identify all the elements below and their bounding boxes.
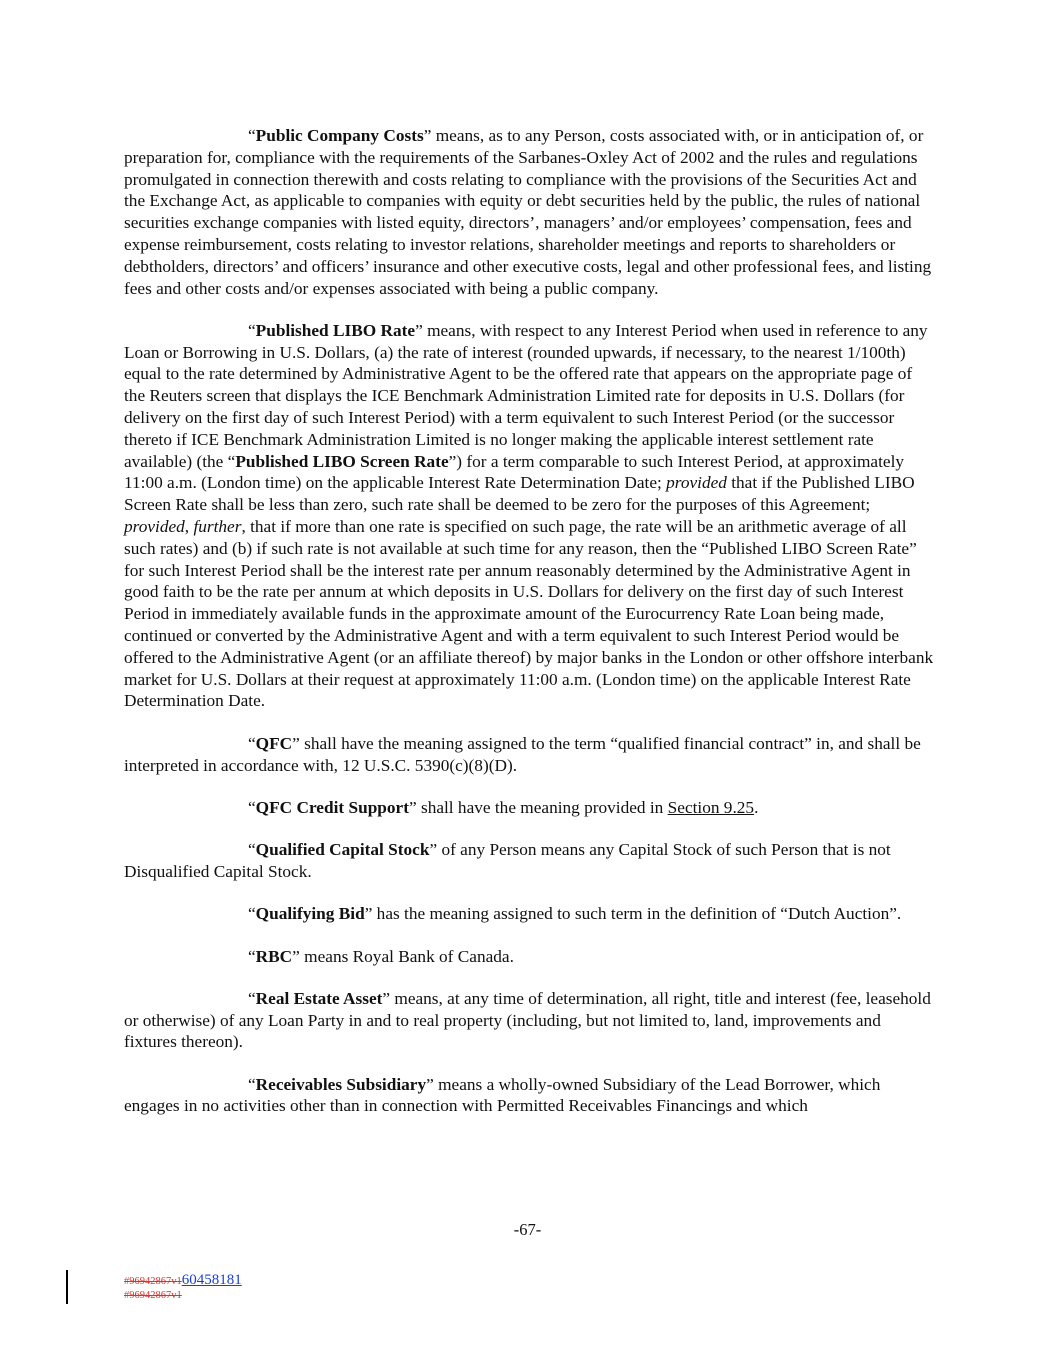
defined-term: QFC Credit Support (255, 797, 409, 817)
open-quote: “ (248, 946, 256, 966)
document-id-secondary (124, 1290, 182, 1301)
definition-text: ” means Royal Bank of Canada. (292, 946, 514, 966)
open-quote: “ (248, 797, 256, 817)
definition-qfc (124, 733, 936, 777)
definition-text: ” means, with respect to any Interest Period when used in reference to any Loan or Borrowing in U.S. Dollars, (a) the rate of interest (rounded upwards, if necessary, to the nearest 1/100th) equal to the rate determined by Administrative Agent to be the offered rate that appears on the appropriate page of the Reuters screen that displays the ICE Benchmark Administration Limited rate for deposits in U.S. Dollars (for delivery on the first day of such Interest Period) with a term equivalent to such Interest Period (or the successor thereto if ICE Benchmark Administration Limited is no longer making the applicable interest settlement rate available) (the “ (124, 320, 928, 471)
defined-term: RBC (255, 946, 293, 966)
open-quote: “ (248, 1074, 256, 1094)
definition-qualified-capital-stock (124, 839, 936, 883)
definition-text: ” means a wholly-owned Subsidiary of the Lead Borrower, which engages in no activities other than in connection with Permitted Receivables Financings and which (124, 1074, 881, 1116)
italic-text: provided (124, 517, 185, 537)
definition-text: . (754, 797, 759, 817)
definition-rbc (124, 946, 936, 968)
definition-published-libo-rate (124, 320, 936, 712)
definition-text: , that if more than one rate is specified on such page, the rate will be an arithmetic average of all such rates) and (b) if such rate is not available at such time for any reason, then the “Published LIBO Screen Rate” for such Interest Period shall be the interest rate per annum reasonably determined by the Administrative Agent in good faith to be the rate per annum at which deposits in U.S. Dollars for delivery on the first day of such Interest Period in immediately available funds in the approximate amount of the Eurocurrency Rate Loan being made, continued or converted by the Administrative Agent and with a term equivalent to such Interest Period would be offered to the Administrative Agent (or an affiliate thereof) by major banks in the London or other offshore interbank market for U.S. Dollars at their request at approximately 11:00 a.m. (London time) on the applicable Interest Rate Determination Date. (124, 517, 934, 711)
open-quote: “ (248, 733, 256, 753)
open-quote: “ (248, 988, 256, 1008)
defined-term: Real Estate Asset (255, 988, 383, 1008)
definition-text: ” shall have the meaning assigned to the term “qualified financial contract” in, and shall be interpreted in accordance with, 12 U.S.C. 5390(c)(8)(D). (124, 733, 921, 775)
definition-text: ” has the meaning assigned to such term in the definition of “Dutch Auction”. (364, 904, 902, 924)
defined-term-secondary: Published LIBO Screen Rate (235, 451, 449, 471)
definition-text: , (184, 517, 194, 537)
definition-text: ” means, at any time of determination, all right, title and interest (fee, leasehold or otherwise) of any Loan Party in and to real property (including, but not limited to, land, improvements and fixtures thereon). (124, 988, 931, 1052)
deleted-document-id: #96942867v1 (124, 1290, 182, 1301)
defined-term: Receivables Subsidiary (255, 1074, 427, 1094)
definition-text: ” means, as to any Person, costs associated with, or in anticipation of, or preparation for, compliance with the requirements of the Sarbanes-Oxley Act of 2002 and the rules and regulations promulgated in connection therewith and costs relating to compliance with the provisions of the Securities Act and the Exchange Act, as applicable to companies with equity or debt securities held by the public, the rules of national securities exchange companies with listed equity, directors’, managers’ and/or employees’ compensation, fees and expense reimbursement, costs relating to investor relations, shareholder meetings and reports to shareholders or debtholders, directors’ and officers’ insurance and other executive costs, legal and other professional fees, and listing fees and other costs and/or expenses associated with being a public company. (124, 126, 932, 298)
defined-term: QFC (255, 733, 293, 753)
defined-term: Qualifying Bid (255, 904, 365, 924)
italic-text: provided (666, 473, 727, 493)
deleted-document-id: #96942867v1 (124, 1276, 182, 1287)
definition-real-estate-asset (124, 988, 936, 1053)
definition-qualifying-bid (124, 903, 936, 925)
page-number: -67- (513, 1220, 542, 1239)
definition-public-company-costs (124, 125, 936, 299)
section-cross-reference: Section 9.25 (667, 797, 755, 817)
definition-receivables-subsidiary (124, 1074, 936, 1118)
open-quote: “ (248, 126, 256, 145)
definition-text: ”) for a term comparable to such Interest Period, at approximately 11:00 a.m. (London time) on the applicable Interest Rate Determination Date; (124, 451, 905, 493)
revision-change-bar (66, 1270, 68, 1304)
document-body (124, 125, 936, 1138)
document-id (124, 1272, 242, 1289)
definition-text: that if the Published LIBO Screen Rate shall be less than zero, such rate shall be deemed to be zero for the purposes of this Agreement; (124, 473, 915, 515)
open-quote: “ (248, 840, 256, 860)
definition-qfc-credit-support (124, 797, 936, 819)
defined-term: Qualified Capital Stock (255, 840, 430, 860)
open-quote: “ (248, 904, 256, 924)
italic-text: further (193, 517, 242, 537)
inserted-document-id: 60458181 (181, 1272, 242, 1288)
definition-text: ” of any Person means any Capital Stock of such Person that is not Disqualified Capital Stock. (124, 840, 891, 881)
defined-term: Published LIBO Rate (255, 320, 416, 340)
definition-text: ” shall have the meaning provided in (408, 797, 668, 817)
defined-term: Public Company Costs (255, 126, 424, 145)
open-quote: “ (248, 320, 256, 340)
